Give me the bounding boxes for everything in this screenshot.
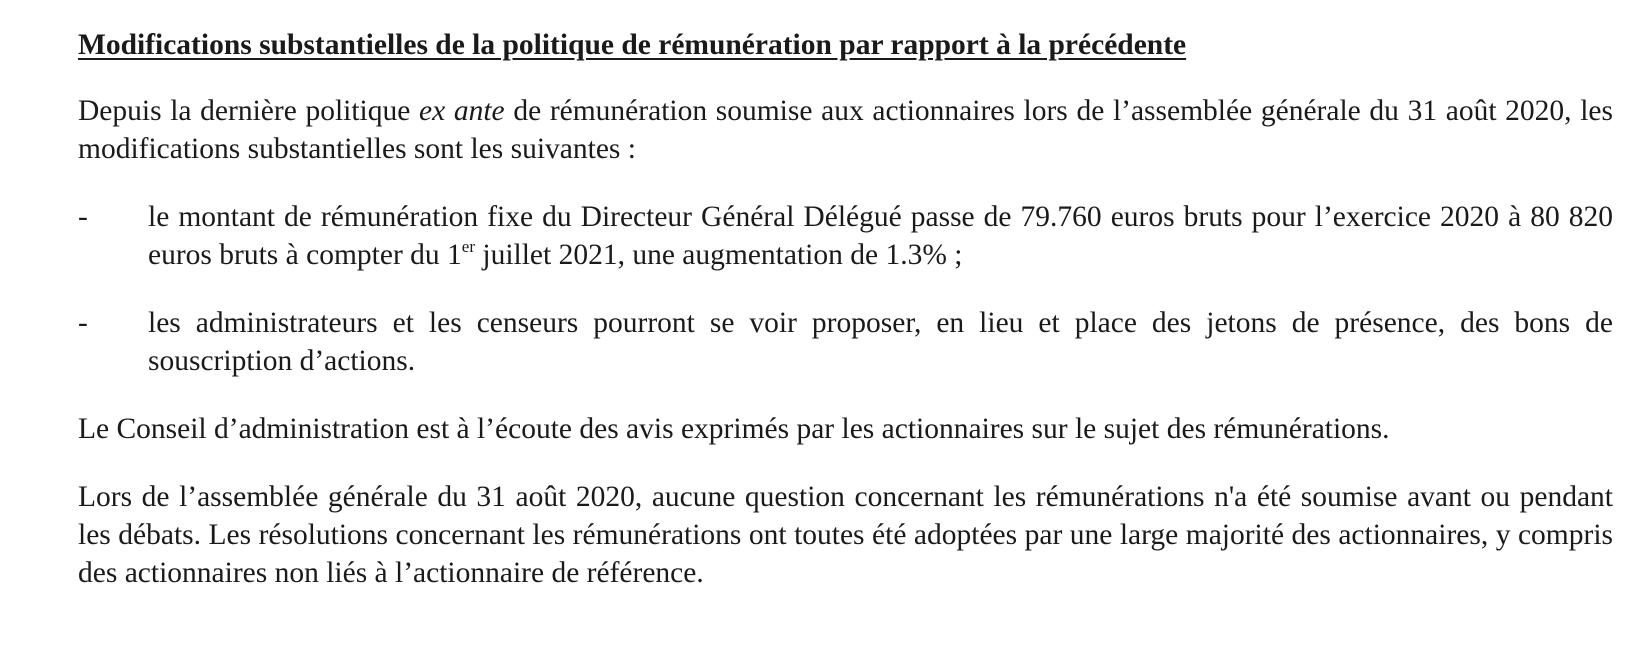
intro-paragraph — [78, 92, 1613, 168]
bullet-dash: - — [78, 201, 88, 233]
bullet-text-start: le montant de rémunération fixe du Directeur Général Délégué passe de 79.760 euros bruts pour l’exercice 2020 à 80 820 euros bruts à compter du 1 — [148, 201, 1613, 271]
conseil-paragraph: Le Conseil d’administration est à l’écoute des avis exprimés par les actionnaires sur le sujet des rémunérations. — [78, 413, 1390, 445]
assemblee-paragraph: Lors de l’assemblée générale du 31 août 2020, aucune question concernant les rémunérations n'a été soumise avant ou pendant les débats. Les résolutions concernant les rémunérations ont toutes été adoptées par une large majorité des actionnaires, y compris des actionnaires non liés à l’actionnaire de référence. — [78, 481, 1613, 589]
bullet-dash: - — [78, 307, 88, 339]
ordinal-superscript: er — [461, 237, 475, 256]
bullet-text: les administrateurs et les censeurs pourront se voir proposer, en lieu et place des jetons de présence, des bons de souscription d’actions. — [148, 307, 1613, 377]
list-item — [78, 198, 1613, 274]
intro-text-end: de rémunération soumise aux actionnaires lors de l’assemblée générale du 31 août 2020, les modifications substantielles sont les suivantes : — [78, 95, 1613, 165]
section-heading: Modifications substantielles de la politique de rémunération par rapport à la précédente — [78, 29, 1187, 61]
modifications-list — [78, 198, 1613, 380]
list-item — [78, 304, 1613, 380]
bullet-text-end: juillet 2021, une augmentation de 1.3% ; — [475, 239, 963, 271]
intro-text-start: Depuis la dernière politique — [78, 95, 420, 127]
document-page — [78, 26, 1613, 622]
intro-italic-term: ex ante — [419, 95, 505, 127]
